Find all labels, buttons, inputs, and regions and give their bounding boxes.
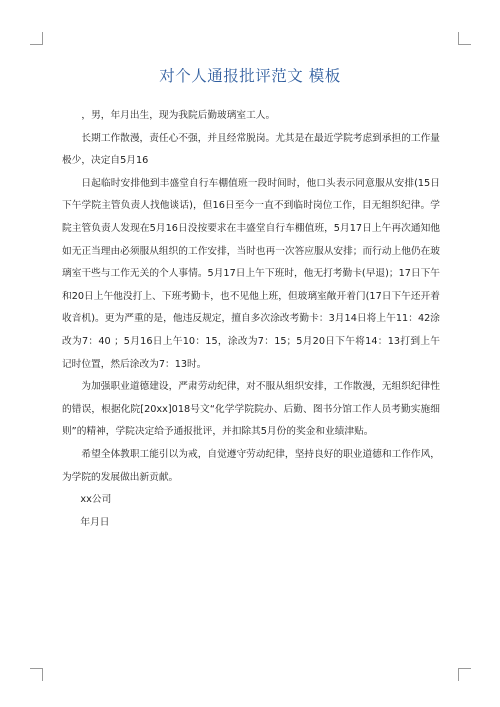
paragraph: 日起临时安排他到丰盛堂自行车棚值班一段时间时，他口头表示同意服从安排(15日下午学院主管负责人找他谈话)，但16日至今一直不到临时岗位工作，目无组织纪律。学院主管负责人发现在5月16日没按要求在丰盛堂自行车棚值班，5月17日上午再次通知他如无正当理由必须服从组织的工作安排，当时也再一次答应服从安排；而行动上他仍在玻璃室干些与工作无关的个人事情。5月17日上午下班时，他无打考勤卡(早退)；17日下午和20日上午他没打上、下班考勤卡，也不见他上班，但玻璃室敞开着门(17日下午还开着收音机)。更为严重的是，他违反规定，擅自多次涂改考勤卡：3月14日将上午11：42涂改为7：40 ；5月16日上午10：15，涂改为7：15；5月20日下午将14：13打到上午记时位置，然后涂改为7：13时。: [62, 177, 440, 370]
crop-mark-top-left: [30, 32, 43, 45]
document-title: 对个人通报批评范文 模板: [159, 67, 341, 85]
signature: xx公司: [80, 494, 112, 506]
paragraph: 为加强职业道德建设，严肃劳动纪律，对不服从组织安排，工作散漫，无组织纪律性的错误，根据化院[20xx]018号文“化学学院院办、后勤、图书分馆工作人员考勤实施细则”的精神，学院决定给予通报批评，并扣除其5月份的奖金和业绩津贴。: [62, 381, 440, 438]
crop-mark-bottom-left: [30, 668, 43, 681]
crop-mark-top-right: [458, 32, 471, 45]
date: 年月日: [80, 516, 110, 528]
document-body: [62, 105, 440, 534]
paragraph: 希望全体教职工能引以为戒，自觉遵守劳动纪律，坚持良好的职业道德和工作作风，为学院的发展做出新贡献。: [62, 448, 440, 483]
crop-mark-bottom-right: [458, 668, 471, 681]
paragraph: ，男，年月出生，现为我院后勤玻璃室工人。: [81, 110, 276, 121]
paragraph: 长期工作散漫，责任心不强，并且经常脱岗。尤其是在最近学院考虑到承担的工作量极少，决定自5月16: [62, 132, 440, 167]
